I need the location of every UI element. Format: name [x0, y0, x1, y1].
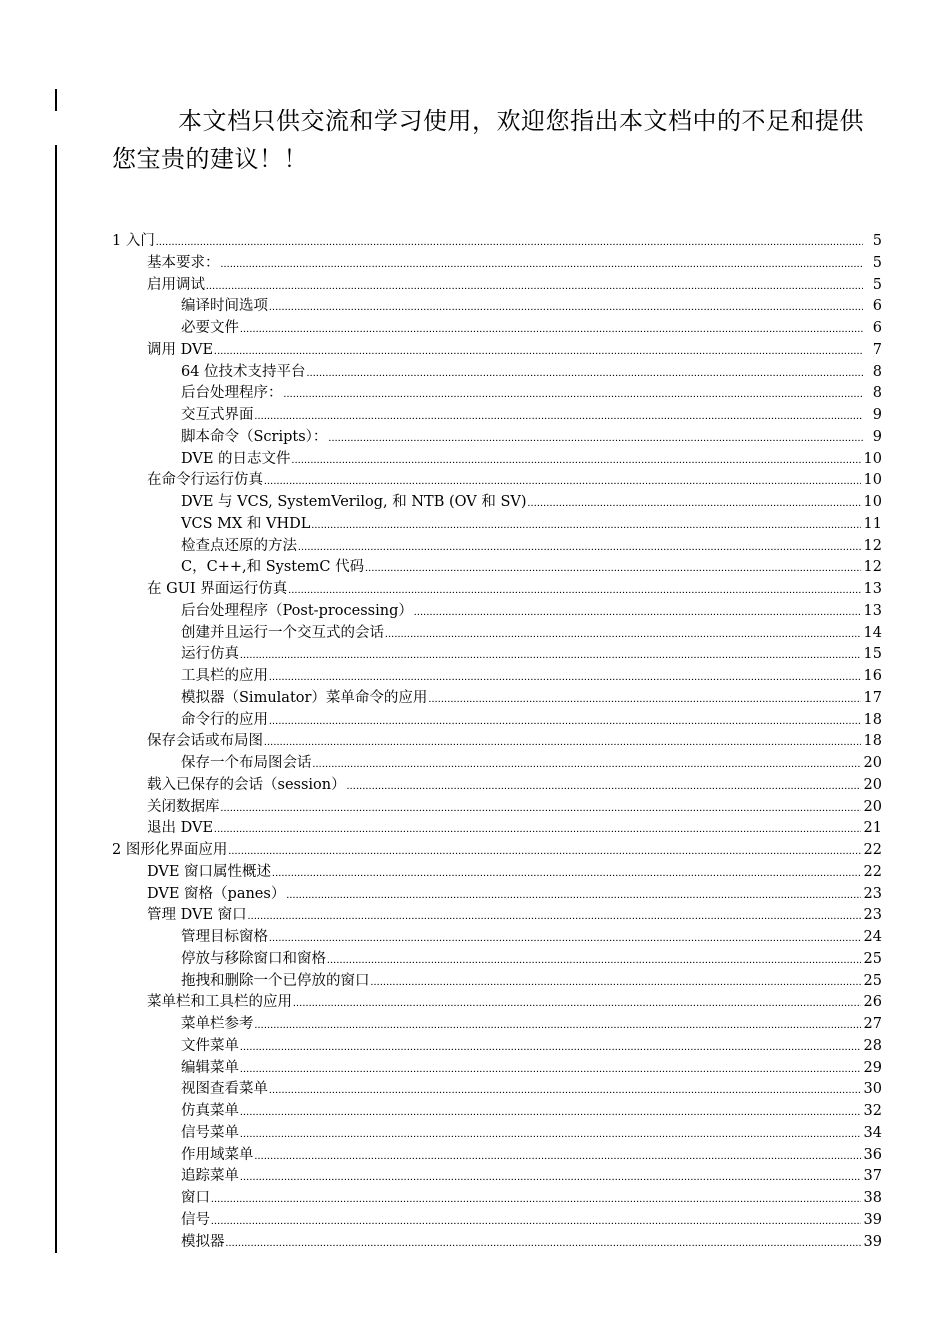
toc-entry-title: 管理目标窗格 [181, 929, 268, 945]
toc-entry[interactable] [112, 927, 882, 949]
toc-dot-leader [347, 776, 861, 798]
toc-entry-page: 18 [863, 733, 882, 750]
toc-entry[interactable] [112, 840, 882, 862]
toc-dot-leader [255, 406, 864, 428]
toc-entry[interactable] [112, 492, 882, 514]
toc-dot-leader [255, 1015, 861, 1037]
toc-dot-leader [221, 798, 861, 820]
toc-entry[interactable] [112, 231, 882, 253]
toc-dot-leader [269, 667, 861, 689]
toc-entry-page: 14 [863, 624, 882, 641]
toc-entry-page: 39 [863, 1233, 882, 1250]
toc-entry-page: 26 [863, 994, 882, 1011]
toc-dot-leader [156, 232, 863, 254]
change-bar-top [55, 89, 57, 111]
toc-entry-title: 保存一个布局图会话 [181, 755, 312, 771]
toc-dot-leader [269, 297, 863, 319]
toc-entry[interactable] [112, 1188, 882, 1210]
toc-entry[interactable] [112, 905, 882, 927]
toc-entry-title: 2 图形化界面应用 [112, 842, 228, 858]
toc-entry[interactable] [112, 579, 882, 601]
toc-entry-page: 5 [872, 233, 882, 249]
toc-entry[interactable] [112, 884, 882, 906]
toc-entry-title: 后台处理程序（Post-processing） [181, 602, 413, 619]
toc-dot-leader [428, 689, 860, 711]
toc-entry-page: 9 [872, 428, 882, 445]
toc-entry-title: 载入已保存的会话（session） [147, 776, 346, 793]
toc-entry[interactable] [112, 971, 882, 993]
toc-entry-title: 命令行的应用 [181, 711, 268, 728]
toc-entry-title: 脚本命令（Scripts）： [181, 428, 328, 445]
toc-dot-leader [211, 1189, 861, 1211]
toc-entry[interactable] [112, 623, 882, 645]
toc-entry-page: 5 [872, 276, 882, 293]
toc-entry-page: 32 [863, 1103, 882, 1119]
toc-entry[interactable] [112, 318, 882, 340]
toc-entry-page: 10 [863, 472, 882, 489]
toc-entry-page: 8 [872, 385, 882, 402]
toc-entry[interactable] [112, 536, 882, 558]
toc-entry-page: 10 [863, 494, 882, 510]
toc-entry-title: 窗口 [181, 1190, 210, 1206]
toc-entry-page: 22 [863, 842, 882, 858]
toc-entry-title: 菜单栏和工具栏的应用 [147, 994, 292, 1011]
toc-entry-page: 6 [872, 298, 882, 315]
toc-entry-title: 文件菜单 [181, 1037, 239, 1054]
toc-entry-title: 在命令行运行仿真 [147, 472, 263, 489]
toc-dot-leader [221, 254, 864, 276]
toc-entry-title: 编辑菜单 [181, 1059, 239, 1076]
toc-dot-leader [371, 972, 861, 994]
toc-entry[interactable] [112, 818, 882, 840]
toc-entry[interactable] [112, 1232, 882, 1254]
toc-dot-leader [240, 1102, 861, 1124]
toc-entry[interactable] [112, 992, 882, 1014]
toc-entry-page: 24 [863, 929, 882, 945]
toc-entry-title: 创建并且运行一个交互式的会话 [181, 624, 384, 641]
toc-entry[interactable] [112, 514, 882, 536]
toc-entry[interactable] [112, 644, 882, 666]
toc-entry-title: 64 位技术支持平台 [181, 363, 306, 380]
toc-entry-title: 检查点还原的方法 [181, 537, 297, 554]
toc-dot-leader [240, 1124, 861, 1146]
toc-dot-leader [264, 732, 861, 754]
toc-dot-leader [328, 428, 863, 450]
toc-entry-title: 工具栏的应用 [181, 668, 268, 684]
toc-entry-page: 34 [863, 1124, 882, 1141]
toc-entry-page: 16 [863, 668, 882, 684]
toc-dot-leader [228, 841, 860, 863]
toc-dot-leader [240, 645, 861, 667]
toc-entry[interactable] [112, 775, 882, 797]
table-of-contents [112, 231, 882, 1253]
toc-entry-page: 17 [863, 689, 882, 706]
toc-entry-page: 36 [863, 1146, 882, 1163]
toc-entry-page: 29 [863, 1059, 882, 1076]
toc-entry-title: 追踪菜单 [181, 1168, 239, 1185]
toc-entry-title: 基本要求： [147, 254, 220, 271]
toc-entry-title: 拖拽和删除一个已停放的窗口 [181, 972, 370, 989]
toc-entry[interactable] [112, 949, 882, 971]
toc-entry-title: 信号 [181, 1211, 210, 1228]
toc-entry[interactable] [112, 753, 882, 775]
toc-entry-page: 20 [863, 798, 882, 815]
toc-dot-leader [206, 276, 863, 298]
toc-entry-title: 必要文件 [181, 320, 239, 336]
toc-entry[interactable] [112, 470, 882, 492]
toc-entry-title: 保存会话或布局图 [147, 733, 263, 750]
toc-entry-page: 22 [863, 863, 882, 880]
toc-entry-page: 20 [863, 776, 882, 793]
toc-entry[interactable] [112, 666, 882, 688]
toc-entry-title: DVE 窗格（panes） [147, 885, 286, 902]
toc-entry-title: 视图查看菜单 [181, 1081, 268, 1098]
toc-entry-page: 9 [872, 407, 882, 423]
toc-entry[interactable] [112, 449, 882, 471]
toc-dot-leader [307, 363, 863, 385]
toc-dot-leader [269, 1080, 861, 1102]
toc-entry-page: 12 [863, 537, 882, 554]
toc-entry[interactable] [112, 1014, 882, 1036]
toc-dot-leader [211, 1211, 861, 1233]
toc-dot-leader [284, 384, 864, 406]
toc-entry-title: DVE 窗口属性概述 [147, 863, 272, 880]
toc-entry-title: DVE 的日志文件 [181, 450, 291, 467]
toc-entry[interactable] [112, 1079, 882, 1101]
toc-dot-leader [214, 819, 861, 841]
toc-dot-leader [264, 471, 861, 493]
intro-paragraph: 本文档只供交流和学习使用，欢迎您指出本文档中的不足和提供您宝贵的建议！！ [112, 107, 864, 173]
toc-entry[interactable] [112, 296, 882, 318]
toc-entry[interactable] [112, 340, 882, 362]
toc-entry-title: 调用 DVE [147, 341, 214, 358]
toc-entry-page: 25 [863, 972, 882, 989]
toc-dot-leader [269, 928, 861, 950]
toc-entry-page: 20 [863, 755, 882, 771]
toc-dot-leader [292, 450, 861, 472]
toc-entry-page: 21 [863, 820, 882, 837]
toc-dot-leader [528, 493, 861, 515]
toc-entry-title: 交互式界面 [181, 407, 254, 423]
toc-dot-leader [240, 1037, 861, 1059]
toc-entry-title: VCS MX 和 VHDL [181, 515, 311, 532]
toc-entry-page: 5 [872, 254, 882, 271]
toc-entry[interactable] [112, 1058, 882, 1080]
toc-entry-page: 11 [863, 515, 882, 532]
toc-entry-page: 28 [863, 1037, 882, 1054]
toc-entry-page: 27 [863, 1016, 882, 1032]
toc-entry[interactable] [112, 362, 882, 384]
toc-entry[interactable] [112, 275, 882, 297]
toc-entry[interactable] [112, 557, 882, 579]
toc-entry[interactable] [112, 1123, 882, 1145]
toc-dot-leader [286, 885, 860, 907]
toc-entry-page: 10 [863, 450, 882, 467]
toc-entry-title: 模拟器 [181, 1233, 225, 1250]
toc-dot-leader [385, 624, 861, 646]
toc-dot-leader [226, 1233, 861, 1255]
toc-entry-title: 管理 DVE 窗口 [147, 907, 247, 924]
toc-entry-title: 菜单栏参考 [181, 1016, 254, 1032]
toc-dot-leader [214, 341, 863, 363]
toc-entry-title: DVE 与 VCS, SystemVerilog, 和 NTB (OV 和 SV) [181, 494, 527, 510]
toc-entry-title: 仿真菜单 [181, 1103, 239, 1119]
toc-dot-leader [311, 515, 860, 537]
toc-dot-leader [248, 906, 861, 928]
toc-dot-leader [240, 319, 863, 341]
toc-entry-page: 23 [863, 907, 882, 924]
toc-entry-page: 25 [863, 950, 882, 967]
toc-entry-page: 6 [872, 320, 882, 336]
toc-entry[interactable] [112, 405, 882, 427]
change-bar-main [55, 145, 57, 1253]
toc-entry-page: 39 [863, 1211, 882, 1228]
toc-dot-leader [269, 711, 861, 733]
toc-entry[interactable] [112, 710, 882, 732]
toc-entry-page: 15 [863, 646, 882, 663]
toc-dot-leader [327, 950, 861, 972]
toc-entry[interactable] [112, 862, 882, 884]
toc-dot-leader [240, 1059, 861, 1081]
toc-entry-page: 8 [872, 363, 882, 380]
toc-entry-page: 12 [863, 559, 882, 576]
toc-dot-leader [240, 1167, 861, 1189]
toc-entry-title: 启用调试 [147, 276, 205, 293]
toc-entry-title: 1 入门 [112, 233, 155, 249]
toc-dot-leader [293, 993, 861, 1015]
toc-entry-title: 在 GUI 界面运行仿真 [147, 581, 288, 597]
toc-entry-title: 编译时间选项 [181, 298, 268, 315]
toc-entry-page: 30 [863, 1081, 882, 1098]
toc-entry[interactable] [112, 1101, 882, 1123]
toc-entry[interactable] [112, 688, 882, 710]
toc-entry-title: 运行仿真 [181, 646, 239, 663]
toc-entry-page: 18 [863, 711, 882, 728]
toc-entry-title: 模拟器（Simulator）菜单命令的应用 [181, 689, 428, 706]
toc-dot-leader [255, 1146, 861, 1168]
toc-dot-leader [288, 580, 860, 602]
toc-entry[interactable] [112, 1145, 882, 1167]
toc-entry[interactable] [112, 797, 882, 819]
toc-dot-leader [298, 537, 861, 559]
toc-dot-leader [272, 863, 861, 885]
toc-entry[interactable] [112, 253, 882, 275]
toc-entry-title: 信号菜单 [181, 1124, 239, 1141]
toc-entry-page: 13 [863, 581, 882, 597]
toc-entry-page: 37 [863, 1168, 882, 1185]
toc-entry-title: 作用域菜单 [181, 1146, 254, 1163]
toc-entry[interactable] [112, 601, 882, 623]
toc-entry[interactable] [112, 1166, 882, 1188]
toc-entry[interactable] [112, 383, 882, 405]
toc-dot-leader [414, 602, 861, 624]
toc-entry-title: 停放与移除窗口和窗格 [181, 950, 326, 967]
toc-entry-title: 后台处理程序： [181, 385, 283, 402]
toc-entry-page: 23 [863, 885, 882, 902]
toc-entry-page: 38 [863, 1190, 882, 1206]
toc-dot-leader [365, 558, 860, 580]
toc-entry-title: 退出 DVE [147, 820, 214, 837]
toc-entry-title: 关闭数据库 [147, 798, 220, 815]
toc-entry[interactable] [112, 1210, 882, 1232]
toc-entry[interactable] [112, 731, 882, 753]
toc-entry-page: 13 [863, 602, 882, 619]
toc-entry-title: C，C++,和 SystemC 代码 [181, 559, 365, 576]
toc-entry[interactable] [112, 427, 882, 449]
toc-dot-leader [313, 754, 861, 776]
toc-entry-page: 7 [872, 341, 882, 358]
toc-entry[interactable] [112, 1036, 882, 1058]
